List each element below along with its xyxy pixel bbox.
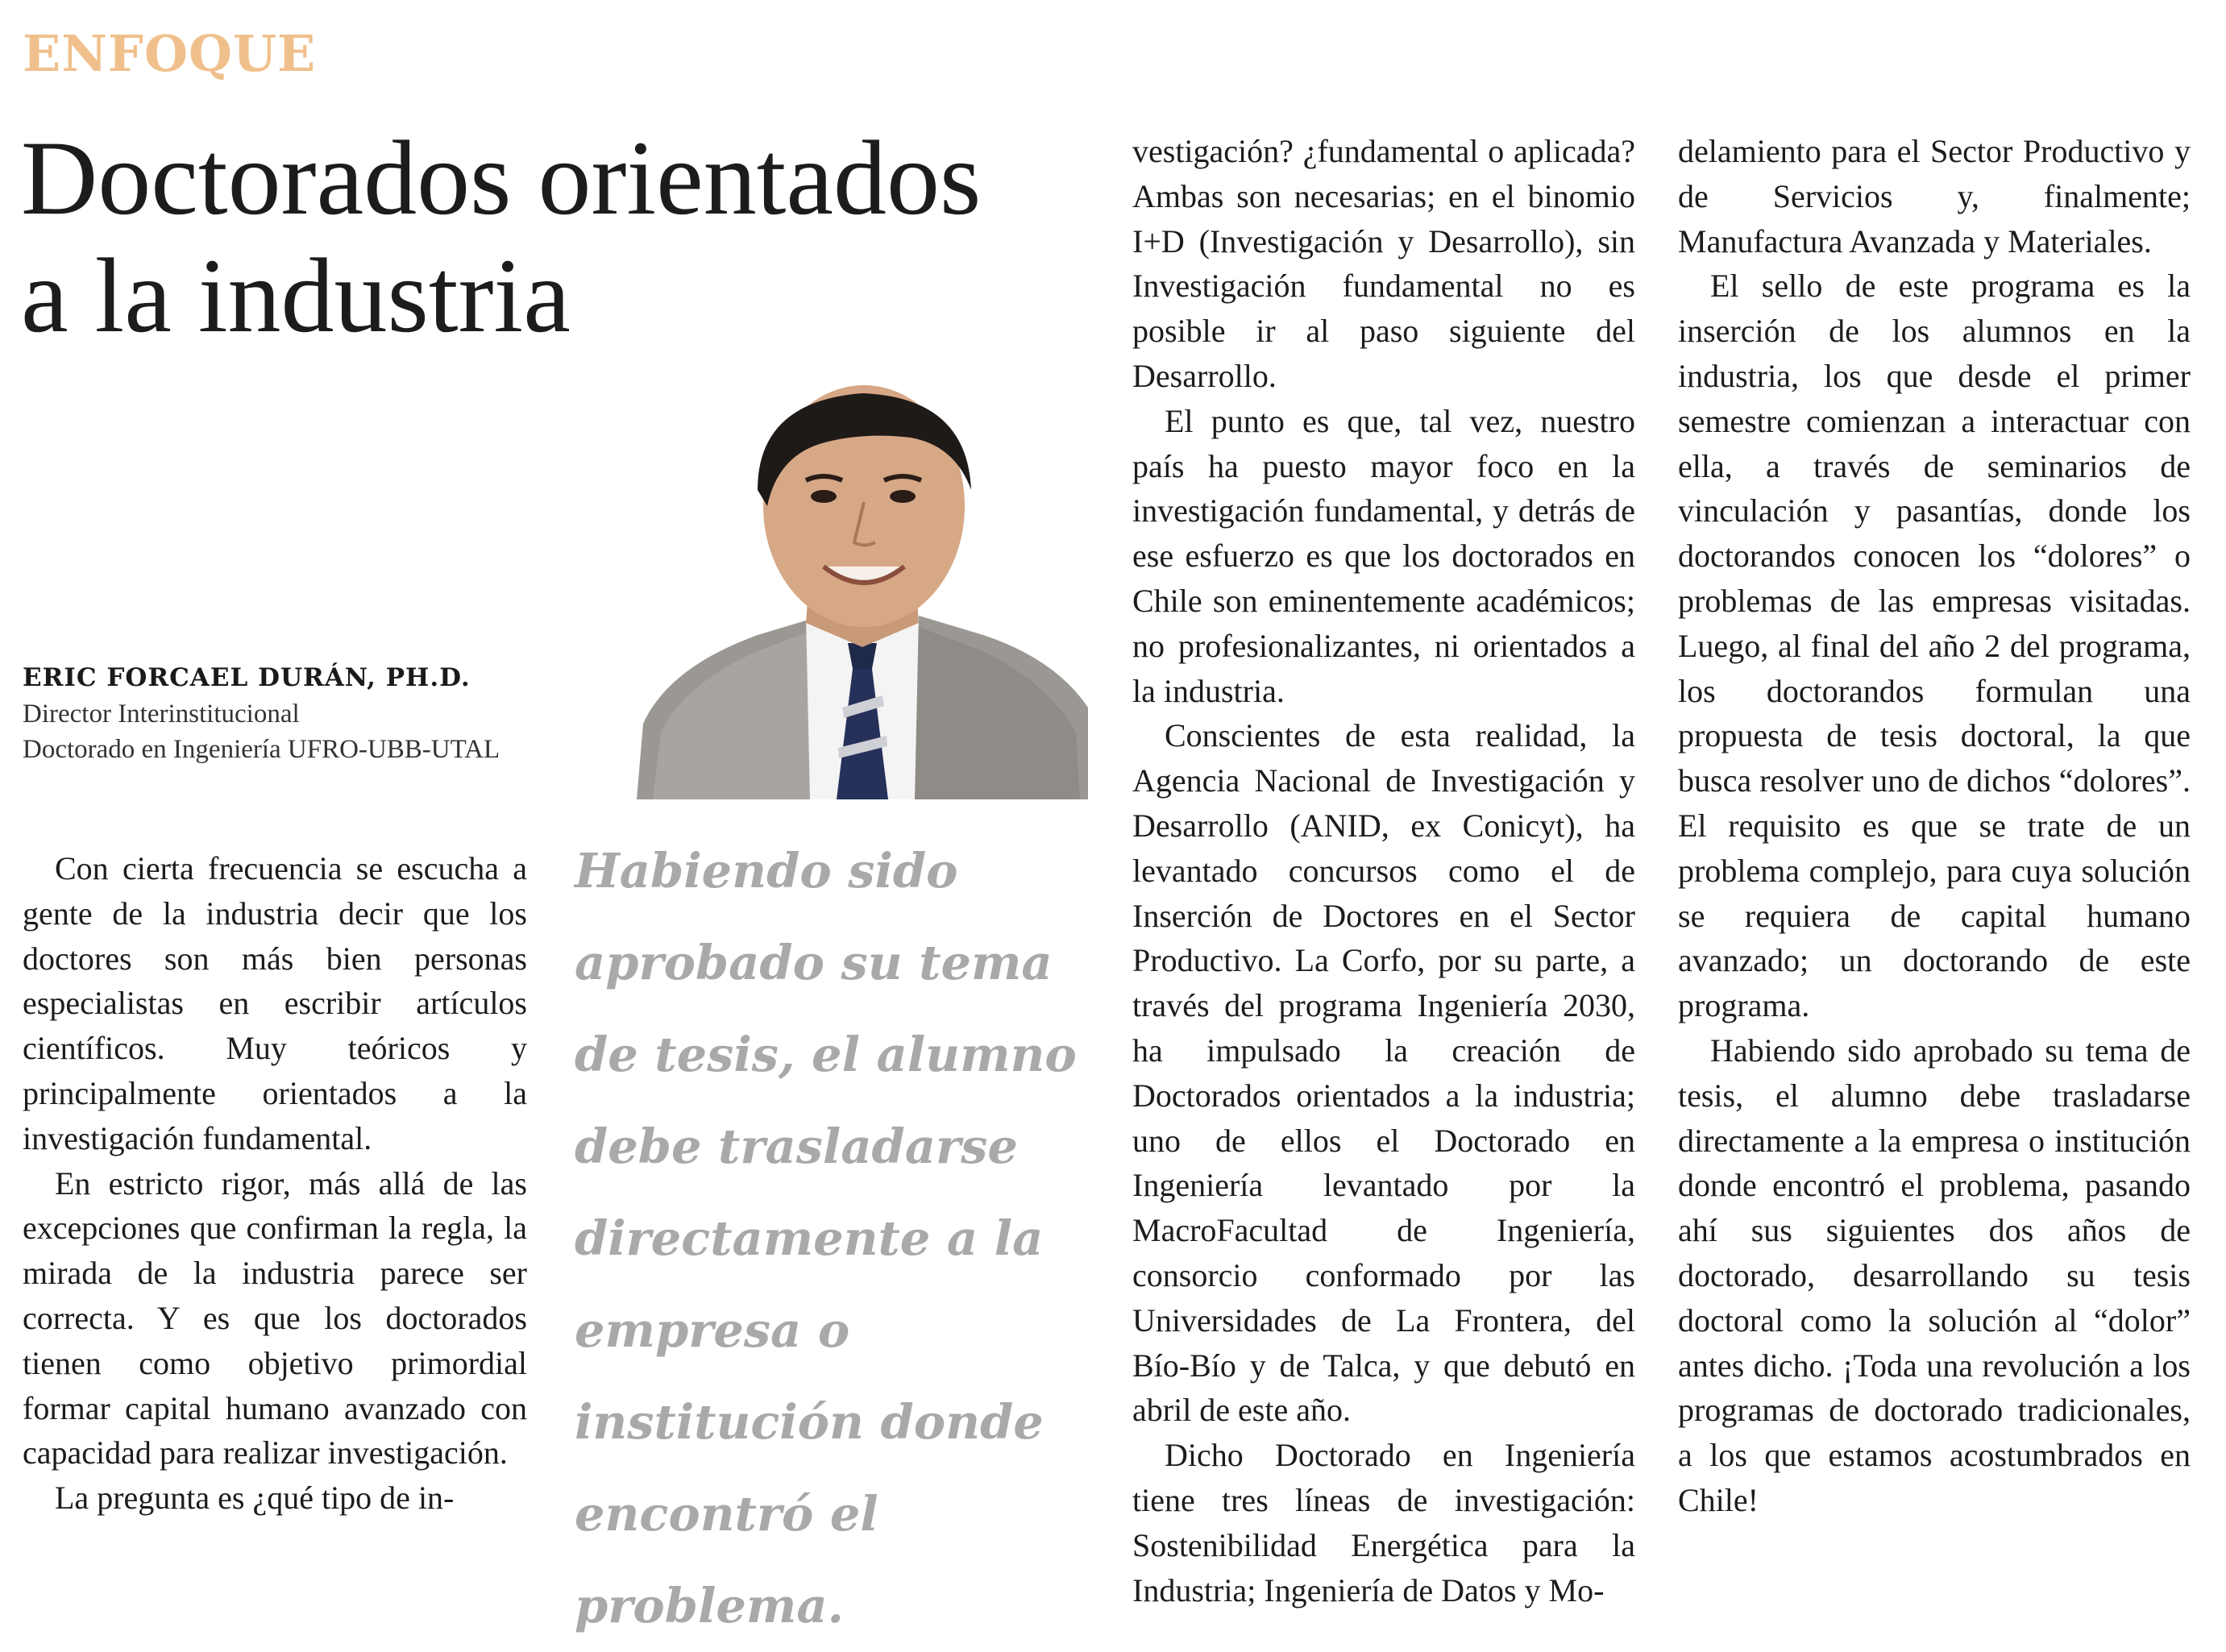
author-photo: [637, 369, 1088, 799]
paragraph: Habiendo sido aprobado su tema de tesis, el alumno debe trasladarse directamente a la empresa o institución donde encontró el problema, pasando ahí sus siguientes dos años de doctorado, desarrollando su tesis doctoral como la solución al “dolor” antes dicho. ¡Toda una revolución a los programas de doctorado tradicionales, a los que estamos acostumbrados en Chile!: [1678, 1031, 2191, 1518]
article-column-3: [1678, 129, 2191, 1523]
paragraph: Dicho Doctorado en Ingeniería tiene tres líneas de investigación: Sostenibilidad Energética para la Industria; Ingeniería de Datos y Mo-: [1132, 1437, 1635, 1608]
section-tag: ENFOQUE: [23, 24, 317, 83]
paragraph-continued: delamiento para el Sector Productivo y de Servicios y, finalmente; Manufactura Avanzada y Materiales.: [1678, 133, 2191, 259]
headline-line-2: a la industria: [21, 236, 571, 355]
headline: [21, 119, 1069, 355]
author-byline: [23, 659, 635, 767]
paragraph: Conscientes de esta realidad, la Agencia Nacional de Investigación y Desarrollo (ANID, ex Conicyt), ha levantado concursos como el de Inserción de Doctores en el Sector Productivo. La Corfo, por su parte, a través del programa Ingeniería 2030, ha impulsado la creación de Doctorados orientados a la industria; uno de ellos el Doctorado en Ingeniería levantado por la MacroFacultad de Ingeniería, consorcio conformado por las Universidades de La Frontera, del Bío-Bío y de Talca, y que debutó en abril de este año.: [1132, 717, 1635, 1429]
paragraph-continued: vestigación? ¿fundamental o aplicada? Ambas son necesarias; en el binomio I+D (Investigación y Desarrollo), sin Investigación fundamental no es posible ir al paso siguiente del Desarrollo.: [1132, 133, 1635, 394]
author-name: ERIC FORCAEL DURÁN, PH.D.: [23, 663, 471, 692]
paragraph: El punto es que, tal vez, nuestro país ha puesto mayor foco en la investigación fundamental, y detrás de ese esfuerzo es que los doctorados en Chile son eminentemente académicos; no profesionalizantes, ni orientados a la industria.: [1132, 402, 1635, 709]
paragraph: En estricto rigor, más allá de las excepciones que confirman la regla, la mirada de la industria parece ser correcta. Y es que los doctorados tienen como objetivo primordial formar capital humano avanzado con capacidad para realizar investigación.: [23, 1164, 527, 1471]
author-role-line-2: Doctorado en Ingeniería UFRO-UBB-UTAL: [23, 735, 500, 764]
pull-quote: Habiendo sido aprobado su tema de tesis, el alumno debe trasladarse directamente a la empresa o institución donde encontró el problema.: [575, 843, 1077, 1633]
article-column-1: [23, 846, 527, 1521]
article-column-2: [1132, 129, 1635, 1613]
author-role-line-1: Director Interinstitucional: [23, 699, 300, 728]
paragraph: Con cierta frecuencia se escucha a gente de la industria decir que los doctores son más bien personas especialistas en escribir artículos científicos. Muy teóricos y principalmente orientados a la investigación fundamental.: [23, 850, 527, 1156]
headline-line-1: Doctorados orientados: [21, 118, 982, 237]
paragraph: La pregunta es ¿qué tipo de in-: [55, 1480, 455, 1517]
paragraph: El sello de este programa es la inserción de los alumnos en la industria, los que desde el primer semestre comienzan a interactuar con ella, a través de seminarios de vinculación y pasantías, donde los doctorandos conocen los “dolores” o problemas de las empresas visitadas. Luego, al final del año 2 del programa, los doctorandos formulan una propuesta de tesis doctoral, la que busca resolver uno de dichos “dolores”. El requisito es que se trate de un problema complejo, para cuya solución se requiera de capital humano avanzado; un doctorando de este programa.: [1678, 268, 2191, 1024]
